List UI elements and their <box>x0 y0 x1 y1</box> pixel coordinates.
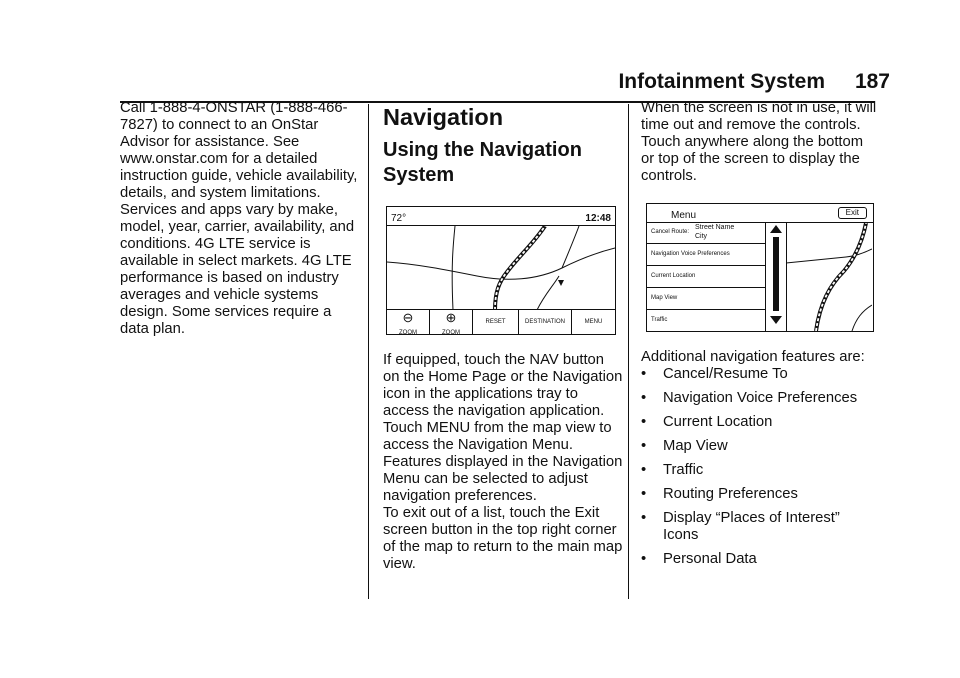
map-screen-figure <box>386 206 616 335</box>
list-item-text: Routing Preferences <box>663 486 798 502</box>
menu-item-label: Cancel Route: <box>651 229 690 235</box>
list-item <box>641 390 877 407</box>
menu-item-label: Navigation Voice Preferences <box>651 251 730 257</box>
list-item-text: Cancel/Resume To <box>663 366 788 382</box>
features-intro: Additional navigation features are: <box>641 349 865 365</box>
list-item-text: Traffic <box>663 462 704 478</box>
zoom-in-icon: ⊕ <box>445 310 457 325</box>
list-item <box>641 438 877 455</box>
exit-button[interactable]: Exit <box>838 207 867 219</box>
list-item <box>641 551 877 568</box>
menu-item-label: Current Location <box>651 273 696 279</box>
list-item <box>641 510 877 544</box>
list-item-text: Map View <box>663 438 728 454</box>
bullet-icon: • <box>641 551 647 567</box>
menu-item-traffic[interactable] <box>647 310 765 331</box>
menu-title-bar <box>647 204 873 223</box>
list-item-text: Current Location <box>663 414 773 430</box>
menu-item-label: Map View <box>651 295 678 301</box>
list-item <box>641 414 877 431</box>
bullet-icon: • <box>641 462 647 478</box>
city-name: City <box>695 233 708 240</box>
menu-item-map-view[interactable] <box>647 288 765 310</box>
menu-item-label: Traffic <box>651 317 668 323</box>
column-divider <box>628 104 629 599</box>
scroll-down-arrow-icon <box>770 316 782 324</box>
bullet-icon: • <box>641 486 647 502</box>
zoom-in-button[interactable] <box>430 310 473 334</box>
scrollbar-graphic <box>766 222 786 330</box>
list-item-text: Navigation Voice Preferences <box>663 390 858 406</box>
menu-item-voice-preferences[interactable] <box>647 244 765 266</box>
menu-button[interactable] <box>572 310 615 334</box>
column-divider <box>368 104 369 599</box>
zoom-out-icon: ⊖ <box>402 310 414 325</box>
menu-item-current-location[interactable] <box>647 266 765 288</box>
destination-button[interactable] <box>519 310 572 334</box>
column-right <box>641 100 877 575</box>
menu-item-cancel-route[interactable] <box>647 222 765 244</box>
menu-label: MENU <box>584 319 603 325</box>
bullet-icon: • <box>641 414 647 430</box>
section-heading: Navigation <box>383 104 504 130</box>
nav-paragraph-2: Touch MENU from the map view to access the Navigation Menu. Features displayed in the Navigation Menu can be selected to adjust navigation preferences. <box>383 420 623 504</box>
nav-paragraph-3: To exit out of a list, touch the Exit screen button in the top right corner of the map to return to the main map view. <box>383 505 623 572</box>
timeout-paragraph: When the screen is not in use, it will time out and remove the controls. Touch anywhere along the bottom or top of the screen to display the controls. <box>641 100 877 184</box>
menu-map-illustration <box>786 223 872 331</box>
temperature-readout: 72° <box>391 213 407 224</box>
zoom-out-button[interactable] <box>387 310 430 334</box>
menu-list <box>647 222 765 331</box>
reset-button[interactable] <box>473 310 519 334</box>
list-item-text: Display “Places of Interest” Icons <box>663 510 840 543</box>
page-header <box>0 68 960 98</box>
reset-label: RESET <box>485 319 506 325</box>
clock-readout: 12:48 <box>585 213 611 224</box>
nav-paragraph-1: If equipped, touch the NAV button on the Home Page or the Navigation icon in the applications tray to access the navigation application. <box>383 352 623 419</box>
column-middle <box>383 100 623 573</box>
map-button-bar <box>387 309 615 334</box>
bullet-icon: • <box>641 510 647 526</box>
scroll-up-arrow-icon <box>770 225 782 233</box>
nav-menu-figure <box>646 203 874 332</box>
menu-scrollbar[interactable] <box>765 222 787 331</box>
zoom-out-label: ZOOM <box>399 330 417 335</box>
bullet-icon: • <box>641 366 647 382</box>
menu-title: Menu <box>671 210 697 221</box>
zoom-in-label: ZOOM <box>442 330 460 335</box>
map-illustration <box>387 226 615 310</box>
destination-label: DESTINATION <box>525 319 565 325</box>
map-status-bar <box>387 207 615 226</box>
onstar-paragraph: Call 1-888-4-ONSTAR (1-888-466-7827) to connect to an OnStar Advisor for assistance. See www.onstar.com for a detailed instruction guide, vehicle availability, details, and system limitations. Services and apps vary by make, model, year, carrier, availability, and conditions. 4G LTE service is available in select markets. 4G LTE performance is based on industry averages and vehicle systems design. Some services require a data plan. <box>120 100 358 337</box>
list-item <box>641 486 877 503</box>
column-left <box>120 100 358 338</box>
bullet-icon: • <box>641 390 647 406</box>
section-title: Infotainment System <box>618 70 825 93</box>
bullet-icon: • <box>641 438 647 454</box>
street-name: Street Name <box>695 224 735 231</box>
subsection-heading: Using the Navigation System <box>383 139 582 186</box>
list-item-text: Personal Data <box>663 551 757 567</box>
list-item <box>641 366 877 383</box>
page-number: 187 <box>854 70 890 93</box>
list-item <box>641 462 877 479</box>
scroll-thumb <box>773 237 779 311</box>
